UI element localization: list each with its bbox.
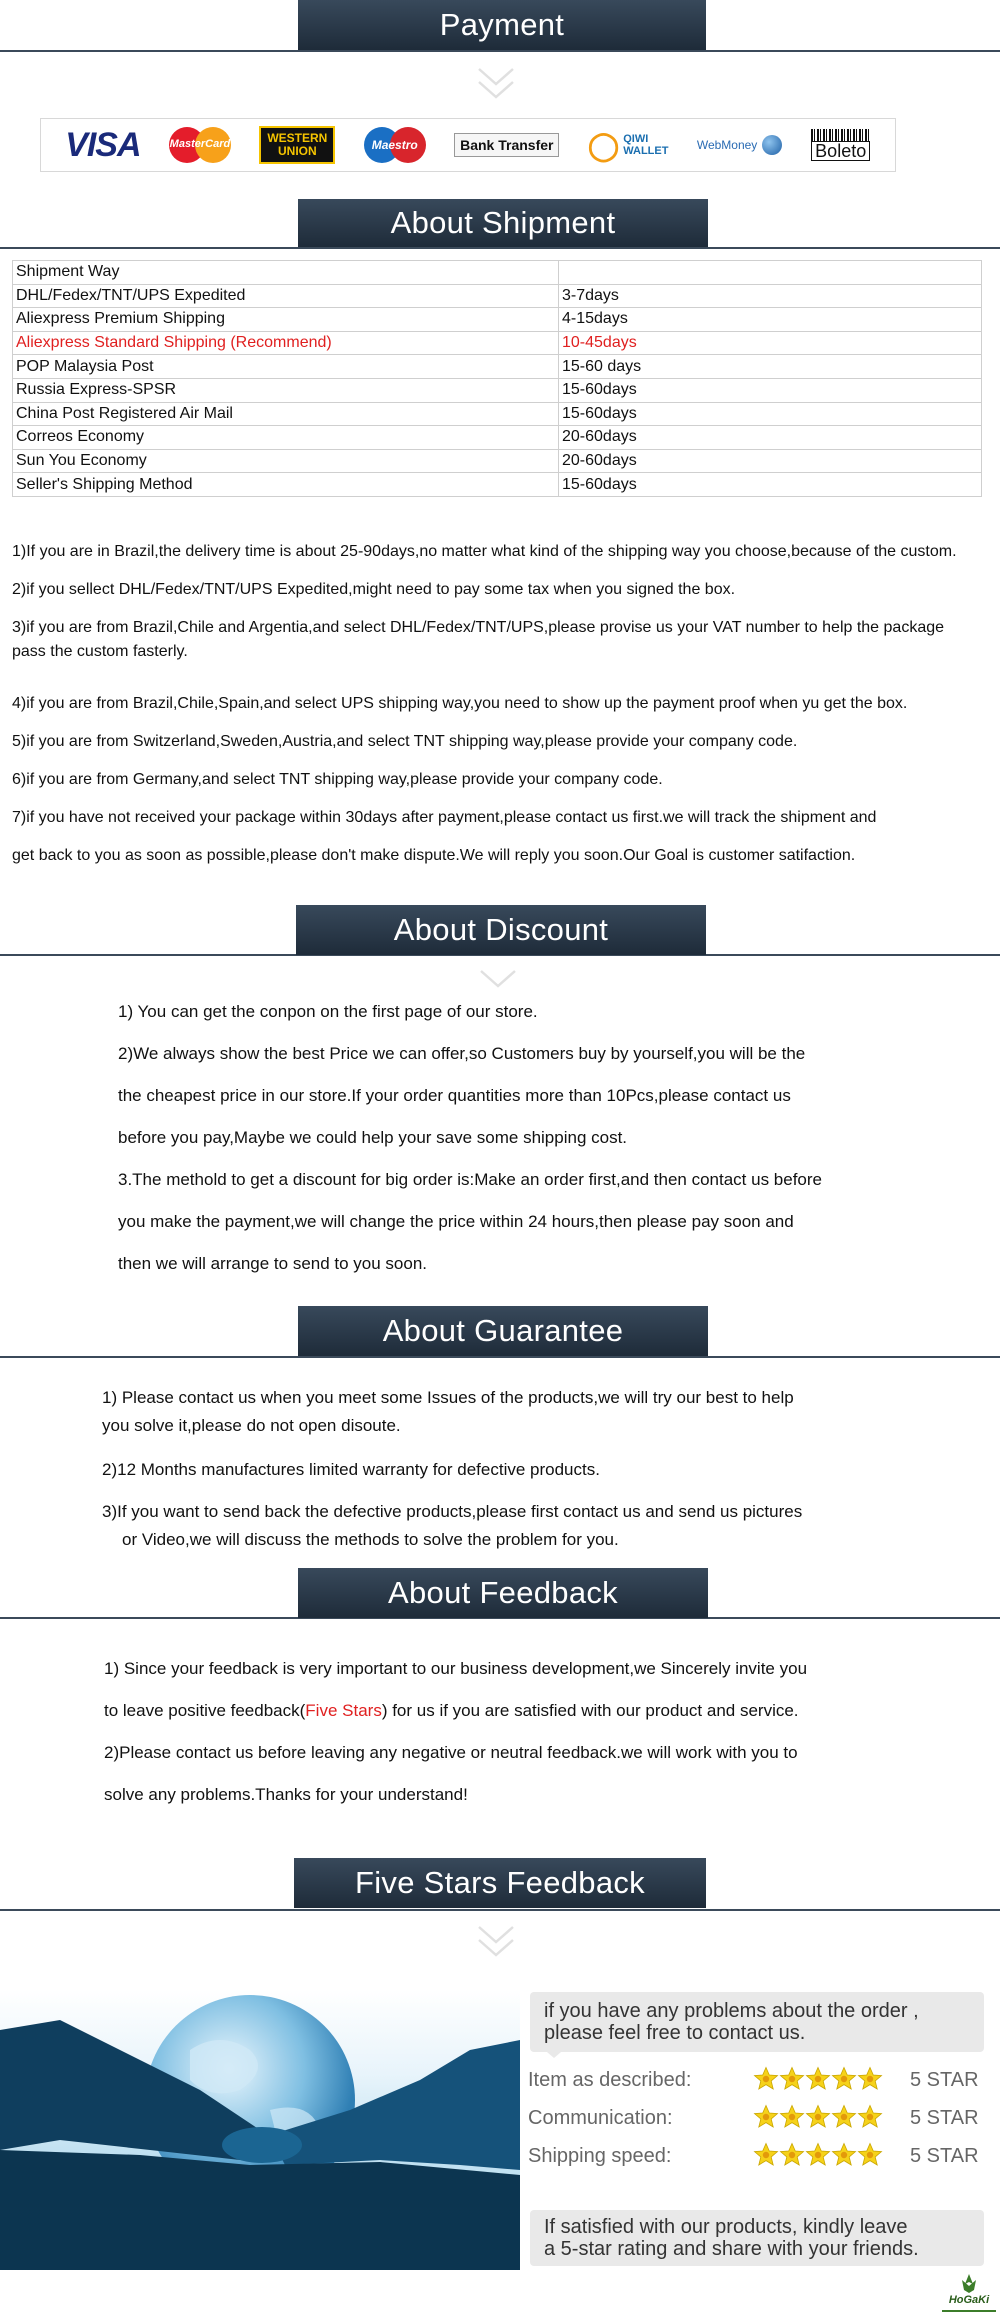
star-icon (857, 2104, 883, 2130)
shipment-time-cell (559, 261, 982, 285)
rating-stars (753, 2066, 883, 2092)
discount-line: before you pay,Maybe we could help your save some shipping cost. (118, 1128, 628, 1147)
shipment-note: 3)if you are from Brazil,Chile and Argentia,and select DHL/Fedex/TNT/UPS,please provise us your VAT number to help the package (12, 619, 945, 636)
star-icon (805, 2066, 831, 2092)
qiwi-icon: ◯ (587, 129, 620, 161)
shipment-note: 1)If you are in Brazil,the delivery time is about 25-90days,no matter what kind of the shipping way you choose,because of the custom. (12, 543, 957, 560)
barcode-icon (811, 129, 871, 141)
chevron-down-icon (478, 968, 518, 992)
bubble-tail (540, 2046, 568, 2058)
shipment-time-cell: 3-7days (559, 284, 982, 308)
shipment-note: 2)if you sellect DHL/Fedex/TNT/UPS Expedited,might need to pay some tax when you signed the box. (12, 581, 736, 598)
rating-value: 5 STAR (910, 2069, 979, 2091)
shipment-method-cell: Correos Economy (13, 426, 559, 450)
globe-icon (762, 135, 782, 155)
section-title-five-stars: Five Stars Feedback (294, 1858, 706, 1908)
section-title-feedback: About Feedback (298, 1568, 708, 1618)
shipment-note: 5)if you are from Switzerland,Sweden,Austria,and select TNT shipping way,please provide your company code. (12, 733, 798, 750)
shipment-time-cell: 15-60days (559, 402, 982, 426)
section-divider (0, 1909, 1000, 1911)
star-icon (831, 2104, 857, 2130)
boleto-logo: Boleto (811, 129, 871, 161)
shipment-method-cell: Shipment Way (13, 261, 559, 285)
star-icon (805, 2104, 831, 2130)
star-icon (779, 2104, 805, 2130)
visa-logo: VISA (65, 125, 141, 164)
shipment-time-cell: 4-15days (559, 308, 982, 332)
shipment-time-cell: 15-60 days (559, 355, 982, 379)
chevron-down-icon (476, 1924, 516, 1960)
star-icon (779, 2066, 805, 2092)
feedback-line: solve any problems.Thanks for your understand! (104, 1785, 468, 1804)
shipment-row (13, 473, 982, 497)
shipment-row (13, 284, 982, 308)
shipment-note: 7)if you have not received your package within 30days after payment,please contact us first.we will track the shipment and (12, 809, 877, 826)
shipment-method-cell: Aliexpress Standard Shipping (Recommend) (13, 331, 559, 355)
shipment-method-cell: Russia Express-SPSR (13, 378, 559, 402)
star-icon (857, 2066, 883, 2092)
star-icon (753, 2142, 779, 2168)
feedback-line: 1) Since your feedback is very important to our business development,we Sincerely invite you (104, 1659, 808, 1678)
rating-request-bubble: If satisfied with our products, kindly leave a 5-star rating and share with your friends. (530, 2210, 984, 2266)
rating-label: Communication: (528, 2107, 673, 2129)
guarantee-line: 3)If you want to send back the defective products,please first contact us and send us pictures (102, 1502, 803, 1521)
shipment-table (12, 260, 982, 497)
feedback-line: to leave positive feedback(Five Stars) for us if you are satisfied with our product and service. (104, 1701, 799, 1720)
rating-stars (753, 2104, 883, 2130)
shipment-time-cell: 10-45days (559, 331, 982, 355)
star-icon (753, 2066, 779, 2092)
feedback-line: 2)Please contact us before leaving any negative or neutral feedback.we will work with you to (104, 1743, 798, 1762)
section-title-shipment: About Shipment (298, 199, 708, 247)
section-title-payment: Payment (298, 0, 706, 50)
handshake-globe-image (0, 1990, 520, 2270)
star-icon (753, 2104, 779, 2130)
shipment-row (13, 426, 982, 450)
discount-line: the cheapest price in our store.If your order quantities more than 10Pcs,please contact us (118, 1086, 791, 1105)
section-divider (0, 1356, 1000, 1358)
guarantee-line: 1) Please contact us when you meet some Issues of the products,we will try our best to help (102, 1388, 794, 1407)
star-icon (857, 2142, 883, 2168)
shipment-note: 4)if you are from Brazil,Chile,Spain,and select UPS shipping way,you need to show up the payment proof when yu get the box. (12, 695, 908, 712)
brand-logo (940, 2270, 998, 2316)
qiwi-wallet-logo: ◯ QIWI WALLET (587, 129, 669, 161)
brand-name: HoGaKi (948, 2294, 990, 2306)
discount-line: then we will arrange to send to you soon. (118, 1254, 428, 1273)
shipment-method-cell: China Post Registered Air Mail (13, 402, 559, 426)
star-icon (831, 2066, 857, 2092)
rating-value: 5 STAR (910, 2107, 979, 2129)
five-stars-highlight: Five Stars (305, 1701, 382, 1720)
shipment-time-cell: 15-60days (559, 378, 982, 402)
shipment-row (13, 378, 982, 402)
section-title-discount: About Discount (296, 905, 706, 955)
shipment-row (13, 355, 982, 379)
shipment-row (13, 331, 982, 355)
western-union-logo: WESTERN UNION (259, 126, 335, 164)
shipment-row (13, 261, 982, 285)
section-title-guarantee: About Guarantee (298, 1306, 708, 1356)
bank-transfer-logo: Bank Transfer (454, 133, 559, 157)
section-divider (0, 50, 1000, 52)
shipment-row (13, 449, 982, 473)
shipment-note: pass the custom fasterly. (12, 643, 188, 660)
star-icon (831, 2142, 857, 2168)
shipment-time-cell: 20-60days (559, 426, 982, 450)
rating-row (528, 2104, 980, 2134)
shipment-method-cell: DHL/Fedex/TNT/UPS Expedited (13, 284, 559, 308)
shipment-method-cell: Sun You Economy (13, 449, 559, 473)
rating-row (528, 2066, 980, 2096)
contact-bubble: if you have any problems about the order , please feel free to contact us. (530, 1992, 984, 2052)
shipment-time-cell: 15-60days (559, 473, 982, 497)
discount-line: 2)We always show the best Price we can offer,so Customers buy by yourself,you will be the (118, 1044, 806, 1063)
webmoney-logo: WebMoney (697, 135, 782, 155)
discount-line: 3.The methold to get a discount for big order is:Make an order first,and then contact us before (118, 1170, 823, 1189)
section-divider (0, 247, 1000, 249)
star-icon (779, 2142, 805, 2168)
mastercard-logo: MasterCard (169, 127, 231, 163)
rating-label: Item as described: (528, 2069, 692, 2091)
shipment-note: 6)if you are from Germany,and select TNT shipping way,please provide your company code. (12, 771, 663, 788)
chevron-down-icon (476, 66, 516, 102)
shipment-method-cell: POP Malaysia Post (13, 355, 559, 379)
shipment-row (13, 402, 982, 426)
shipment-row (13, 308, 982, 332)
guarantee-line: 2)12 Months manufactures limited warranty for defective products. (102, 1460, 600, 1479)
star-icon (805, 2142, 831, 2168)
guarantee-line: or Video,we will discuss the methods to solve the problem for you. (122, 1530, 619, 1549)
discount-line: you make the payment,we will change the price within 24 hours,then please pay soon and (118, 1212, 794, 1231)
rating-stars (753, 2142, 883, 2168)
shipment-time-cell: 20-60days (559, 449, 982, 473)
shipment-method-cell: Aliexpress Premium Shipping (13, 308, 559, 332)
discount-line: 1) You can get the conpon on the first page of our store. (118, 1002, 538, 1021)
payment-methods-strip (40, 118, 896, 172)
rating-row (528, 2142, 980, 2172)
maestro-logo: Maestro (364, 127, 426, 163)
rating-label: Shipping speed: (528, 2145, 672, 2167)
rating-value: 5 STAR (910, 2145, 979, 2167)
shipment-note: get back to you as soon as possible,please don't make dispute.We will reply you soon.Our Goal is customer satifaction. (12, 847, 856, 864)
shipment-method-cell: Seller's Shipping Method (13, 473, 559, 497)
guarantee-line: you solve it,please do not open disoute. (102, 1416, 401, 1435)
